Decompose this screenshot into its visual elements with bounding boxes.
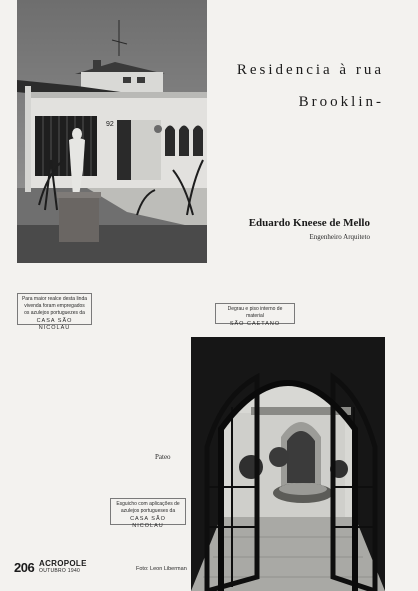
issue-date: OUTUBRO 1940 xyxy=(39,568,81,574)
article-title-line2: Brooklin- xyxy=(298,94,384,110)
courtyard-illustration xyxy=(191,337,385,591)
house-facade-photo xyxy=(17,0,207,263)
pateo-label: Pateo xyxy=(155,453,171,461)
architect-name: Eduardo Kneese de Mello xyxy=(248,217,370,229)
caption-brand: CASA SÃO NICOLAU xyxy=(36,318,73,331)
article-title-line1: Residencia à rua xyxy=(236,62,384,78)
page-number: 206 xyxy=(14,560,35,575)
architect-role: Engenheiro Arquiteto xyxy=(309,233,370,241)
caption-box-fountain xyxy=(110,498,186,529)
house-number: 92 xyxy=(106,121,114,128)
photo-credit: Foto: Leon Liberman xyxy=(136,566,187,572)
caption-text: Degrau e piso interno de material xyxy=(227,306,283,319)
courtyard-photo xyxy=(191,337,385,591)
caption-text: Para maior realce desta linda vivenda foram empregados os azulejos portuguezes da xyxy=(21,296,88,316)
house-facade-illustration xyxy=(17,0,207,263)
caption-brand: CASA SÃO NICOLAU xyxy=(130,516,166,529)
caption-text: Esguicho com aplicações de azulejos portugueses da xyxy=(116,501,180,514)
magazine-name: ACROPOLE xyxy=(39,559,87,568)
caption-brand: SÃO CAETANO xyxy=(229,321,281,327)
caption-box-steps xyxy=(215,303,295,327)
caption-box-tiles xyxy=(17,293,92,331)
